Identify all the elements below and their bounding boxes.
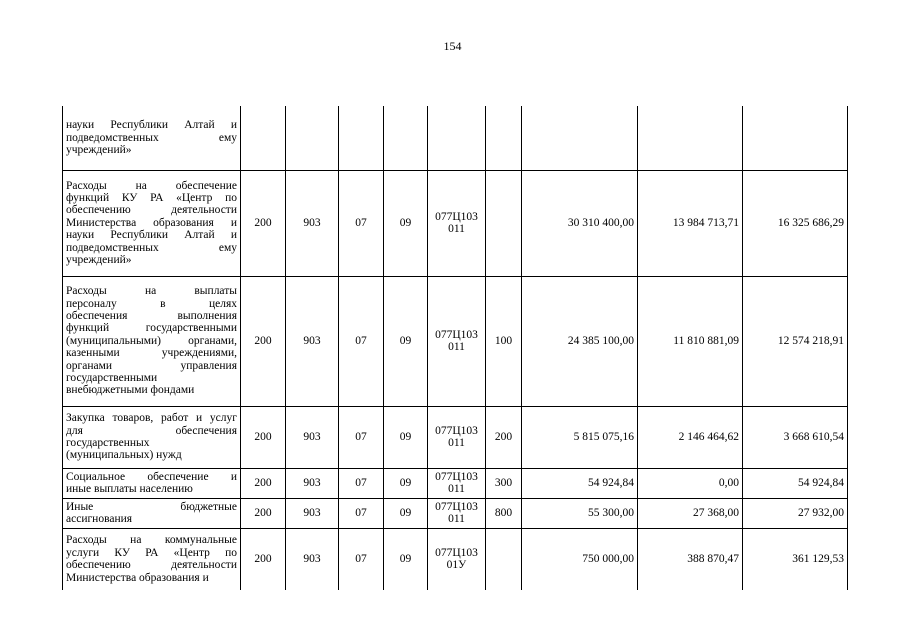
expense-type-cell: 100 [486,276,522,406]
table-row [63,498,848,528]
expense-type-cell: 300 [486,468,522,498]
plan-amount-cell: 750 000,00 [522,528,638,590]
table-row [63,468,848,498]
expense-name-line: (муниципальными) органами, [66,334,237,347]
expense-name-line: учреждений» [66,143,132,156]
subsection-code-cell: 09 [384,498,428,528]
page-number: 154 [443,39,462,53]
expense-name-line: Расходы на обеспечение [66,179,237,192]
expense-name-line: обеспечению деятельности [66,204,237,217]
expense-name-cell [63,498,241,528]
table-row [63,406,848,468]
expense-name-line: Расходы на выплаты [66,285,237,298]
remaining-amount-cell: 3 668 610,54 [743,406,848,468]
table-row [63,106,848,170]
expense-name-line: Иные бюджетные [66,500,237,513]
expense-type-cell: 200 [486,406,522,468]
admin-code-cell: 200 [241,468,286,498]
remaining-amount-cell [743,106,848,170]
section-code-cell: 07 [339,406,384,468]
expense-name-line: науки Республики Алтай и [66,119,237,132]
subsection-code-cell: 09 [384,276,428,406]
expense-name-line: иные выплаты населению [66,483,193,495]
executed-amount-cell [638,106,743,170]
expense-name-cell [63,276,241,406]
remaining-amount-cell: 12 574 218,91 [743,276,848,406]
plan-amount-cell: 5 815 075,16 [522,406,638,468]
expense-name-line: (муниципальных) нужд [66,449,182,462]
expense-name-line: Расходы на коммунальные [66,534,237,547]
admin-code-cell: 200 [241,498,286,528]
section-code-cell: 07 [339,170,384,276]
section-code-cell: 07 [339,276,384,406]
target-article-cell: 077Ц103 011 [428,170,486,276]
expense-name-cell [63,106,241,170]
expense-name-line: внебюджетными фондами [66,384,195,397]
target-article-cell: 077Ц103 011 [428,276,486,406]
subsection-code-cell: 09 [384,528,428,590]
expense-name-line: государственных [66,437,150,449]
expense-name-line: науки Республики Алтай и [66,229,237,242]
expense-name-line: услуги КУ РА «Центр по [66,546,237,559]
expense-name-cell [63,170,241,276]
expense-name-line: функций государственными [66,322,237,335]
executed-amount-cell: 13 984 713,71 [638,170,743,276]
remaining-amount-cell: 54 924,84 [743,468,848,498]
section-code-cell: 07 [339,528,384,590]
expense-name-line: обеспечения выполнения [66,309,237,322]
expense-name-cell [63,406,241,468]
target-article-cell: 077Ц103 011 [428,406,486,468]
ministry-code-cell: 903 [286,276,339,406]
admin-code-cell: 200 [241,276,286,406]
executed-amount-cell: 388 870,47 [638,528,743,590]
expense-type-cell: 800 [486,498,522,528]
expense-name-line: казенными учреждениями, [66,347,237,360]
plan-amount-cell [522,106,638,170]
ministry-code-cell: 903 [286,528,339,590]
expense-name-line: органами управления [66,359,237,372]
expense-name-line: Министерства образования и [66,571,209,584]
target-article-cell: 077Ц103 011 [428,498,486,528]
executed-amount-cell: 0,00 [638,468,743,498]
executed-amount-cell: 11 810 881,09 [638,276,743,406]
expense-name-line: для обеспечения [66,424,237,437]
ministry-code-cell: 903 [286,468,339,498]
remaining-amount-cell: 361 129,53 [743,528,848,590]
ministry-code-cell: 903 [286,498,339,528]
plan-amount-cell: 30 310 400,00 [522,170,638,276]
executed-amount-cell: 27 368,00 [638,498,743,528]
remaining-amount-cell: 16 325 686,29 [743,170,848,276]
budget-table [62,106,848,590]
table-row [63,170,848,276]
remaining-amount-cell: 27 932,00 [743,498,848,528]
subsection-code-cell [384,106,428,170]
ministry-code-cell: 903 [286,170,339,276]
subsection-code-cell: 09 [384,468,428,498]
expense-type-cell [486,528,522,590]
subsection-code-cell: 09 [384,170,428,276]
expense-name-line: учреждений» [66,254,132,267]
plan-amount-cell: 54 924,84 [522,468,638,498]
expense-name-line: функций КУ РА «Центр по [66,191,237,204]
section-code-cell: 07 [339,498,384,528]
section-code-cell [339,106,384,170]
executed-amount-cell: 2 146 464,62 [638,406,743,468]
admin-code-cell [241,106,286,170]
table-row [63,528,848,590]
expense-name-line: Закупка товаров, работ и услуг [66,412,237,425]
expense-name-line: персоналу в целях [66,297,237,310]
section-code-cell: 07 [339,468,384,498]
expense-name-line: обеспечению деятельности [66,559,237,572]
admin-code-cell: 200 [241,528,286,590]
ministry-code-cell [286,106,339,170]
plan-amount-cell: 24 385 100,00 [522,276,638,406]
target-article-cell [428,106,486,170]
expense-name-cell [63,468,241,498]
expense-name-line: ассигнования [66,513,133,525]
expense-name-line: подведомственных ему [66,131,237,144]
expense-name-line: государственными [66,372,158,385]
plan-amount-cell: 55 300,00 [522,498,638,528]
expense-name-line: Социальное обеспечение и [66,470,237,483]
target-article-cell: 077Ц103 01У [428,528,486,590]
expense-type-cell [486,170,522,276]
expense-type-cell [486,106,522,170]
subsection-code-cell: 09 [384,406,428,468]
ministry-code-cell: 903 [286,406,339,468]
expense-name-line: подведомственных ему [66,241,237,254]
table-row [63,276,848,406]
admin-code-cell: 200 [241,170,286,276]
expense-name-cell [63,528,241,590]
admin-code-cell: 200 [241,406,286,468]
expense-name-line: Министерства образования и [66,216,237,229]
target-article-cell: 077Ц103 011 [428,468,486,498]
